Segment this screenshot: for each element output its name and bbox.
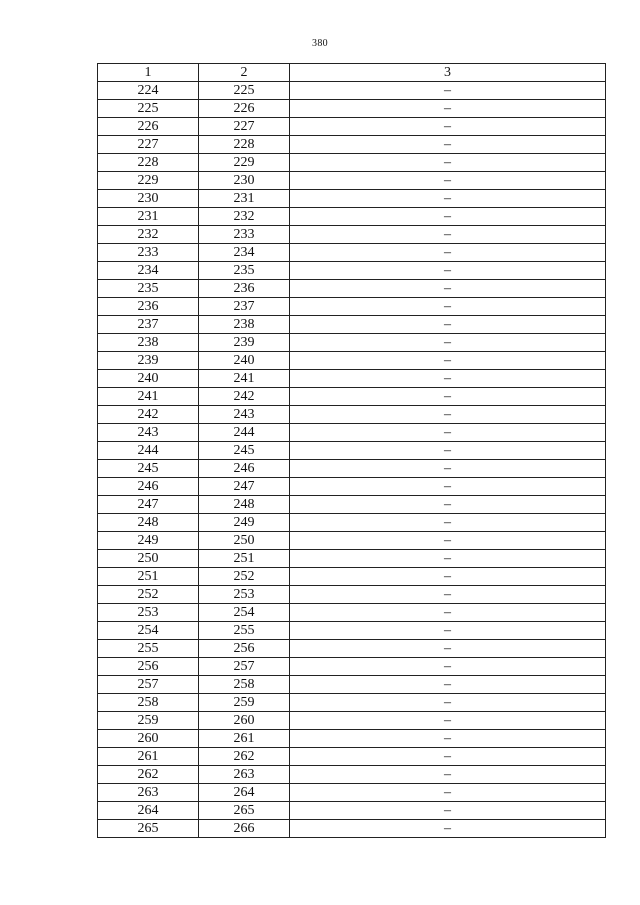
table-cell-col-1: 232 [98, 226, 199, 244]
table-cell-col-3: – [290, 334, 606, 352]
table-cell-col-1: 256 [98, 658, 199, 676]
table-cell-col-3: – [290, 424, 606, 442]
table-row [98, 820, 606, 838]
table-row [98, 640, 606, 658]
table-row [98, 208, 606, 226]
table-row [98, 334, 606, 352]
table-cell-col-3: – [290, 208, 606, 226]
table-row [98, 586, 606, 604]
table-cell-col-3: – [290, 262, 606, 280]
table-cell-col-2: 248 [199, 496, 290, 514]
table-row [98, 604, 606, 622]
table-cell-col-3: – [290, 460, 606, 478]
table-cell-col-1: 228 [98, 154, 199, 172]
table-row [98, 424, 606, 442]
table-cell-col-1: 233 [98, 244, 199, 262]
table-cell-col-3: – [290, 226, 606, 244]
table-row [98, 478, 606, 496]
table-cell-col-2: 239 [199, 334, 290, 352]
table-cell-col-1: 238 [98, 334, 199, 352]
table-cell-col-3: – [290, 442, 606, 460]
table-cell-col-2: 251 [199, 550, 290, 568]
table-cell-col-1: 261 [98, 748, 199, 766]
table-cell-col-2: 236 [199, 280, 290, 298]
table-row [98, 82, 606, 100]
table-cell-col-2: 264 [199, 784, 290, 802]
table-cell-col-3: – [290, 280, 606, 298]
table-cell-col-2: 237 [199, 298, 290, 316]
table-cell-col-2: 238 [199, 316, 290, 334]
table-cell-col-3: – [290, 604, 606, 622]
column-header-3: 3 [290, 64, 606, 82]
table-cell-col-1: 237 [98, 316, 199, 334]
table-cell-col-3: – [290, 586, 606, 604]
table-cell-col-2: 242 [199, 388, 290, 406]
table-row [98, 316, 606, 334]
table-cell-col-3: – [290, 766, 606, 784]
table-cell-col-2: 229 [199, 154, 290, 172]
table-header-row [98, 64, 606, 82]
table-cell-col-1: 224 [98, 82, 199, 100]
table-cell-col-2: 245 [199, 442, 290, 460]
table-cell-col-2: 262 [199, 748, 290, 766]
table-row [98, 244, 606, 262]
table-cell-col-2: 263 [199, 766, 290, 784]
table-cell-col-1: 236 [98, 298, 199, 316]
table-cell-col-1: 230 [98, 190, 199, 208]
table-cell-col-1: 243 [98, 424, 199, 442]
table-cell-col-3: – [290, 406, 606, 424]
table-row [98, 784, 606, 802]
table-cell-col-2: 259 [199, 694, 290, 712]
table-cell-col-2: 232 [199, 208, 290, 226]
table-cell-col-2: 228 [199, 136, 290, 154]
table-cell-col-2: 227 [199, 118, 290, 136]
table-cell-col-1: 247 [98, 496, 199, 514]
table-row [98, 352, 606, 370]
table-row [98, 136, 606, 154]
table-cell-col-3: – [290, 694, 606, 712]
table-cell-col-3: – [290, 730, 606, 748]
table-cell-col-2: 226 [199, 100, 290, 118]
table-cell-col-1: 255 [98, 640, 199, 658]
table-cell-col-1: 229 [98, 172, 199, 190]
table-cell-col-1: 263 [98, 784, 199, 802]
table-cell-col-2: 244 [199, 424, 290, 442]
table-cell-col-1: 245 [98, 460, 199, 478]
table-cell-col-3: – [290, 622, 606, 640]
table-cell-col-2: 241 [199, 370, 290, 388]
table-cell-col-3: – [290, 352, 606, 370]
table-row [98, 550, 606, 568]
table-cell-col-2: 255 [199, 622, 290, 640]
table-cell-col-1: 225 [98, 100, 199, 118]
table-cell-col-2: 266 [199, 820, 290, 838]
table-row [98, 568, 606, 586]
table-row [98, 676, 606, 694]
table-cell-col-3: – [290, 820, 606, 838]
table-cell-col-3: – [290, 784, 606, 802]
table-cell-col-3: – [290, 316, 606, 334]
table-row [98, 496, 606, 514]
table-cell-col-1: 244 [98, 442, 199, 460]
table-cell-col-3: – [290, 658, 606, 676]
table-cell-col-3: – [290, 82, 606, 100]
table-row [98, 190, 606, 208]
table-cell-col-1: 254 [98, 622, 199, 640]
table-cell-col-1: 242 [98, 406, 199, 424]
table-cell-col-1: 248 [98, 514, 199, 532]
table-cell-col-2: 249 [199, 514, 290, 532]
table-cell-col-2: 258 [199, 676, 290, 694]
table-cell-col-2: 230 [199, 172, 290, 190]
table-cell-col-3: – [290, 676, 606, 694]
table-row [98, 280, 606, 298]
table-cell-col-1: 260 [98, 730, 199, 748]
table-cell-col-1: 234 [98, 262, 199, 280]
table-row [98, 298, 606, 316]
table-cell-col-2: 247 [199, 478, 290, 496]
table-row [98, 172, 606, 190]
table-row [98, 730, 606, 748]
table-row [98, 460, 606, 478]
table-cell-col-1: 249 [98, 532, 199, 550]
table-row [98, 748, 606, 766]
table-row [98, 658, 606, 676]
table-cell-col-2: 250 [199, 532, 290, 550]
table-cell-col-1: 231 [98, 208, 199, 226]
table-row [98, 694, 606, 712]
table-row [98, 118, 606, 136]
table-cell-col-2: 265 [199, 802, 290, 820]
table-row [98, 802, 606, 820]
table-cell-col-1: 241 [98, 388, 199, 406]
table-cell-col-3: – [290, 550, 606, 568]
table-cell-col-1: 227 [98, 136, 199, 154]
table-row [98, 388, 606, 406]
table-cell-col-1: 239 [98, 352, 199, 370]
table-row [98, 154, 606, 172]
table-cell-col-3: – [290, 244, 606, 262]
table-cell-col-1: 252 [98, 586, 199, 604]
column-header-2: 2 [199, 64, 290, 82]
table-cell-col-1: 246 [98, 478, 199, 496]
table-cell-col-2: 243 [199, 406, 290, 424]
table-cell-col-2: 231 [199, 190, 290, 208]
table-cell-col-3: – [290, 388, 606, 406]
table-cell-col-2: 252 [199, 568, 290, 586]
table-cell-col-3: – [290, 370, 606, 388]
table-cell-col-1: 262 [98, 766, 199, 784]
table-cell-col-3: – [290, 496, 606, 514]
table-cell-col-1: 240 [98, 370, 199, 388]
table-row [98, 262, 606, 280]
table-row [98, 766, 606, 784]
table-cell-col-3: – [290, 118, 606, 136]
table-cell-col-3: – [290, 640, 606, 658]
table-cell-col-2: 257 [199, 658, 290, 676]
table-cell-col-1: 259 [98, 712, 199, 730]
table-row [98, 514, 606, 532]
table-cell-col-3: – [290, 478, 606, 496]
table-cell-col-1: 265 [98, 820, 199, 838]
table-cell-col-2: 225 [199, 82, 290, 100]
table-cell-col-2: 256 [199, 640, 290, 658]
table-cell-col-2: 234 [199, 244, 290, 262]
table-row [98, 226, 606, 244]
table-cell-col-1: 257 [98, 676, 199, 694]
table-row [98, 622, 606, 640]
table-cell-col-3: – [290, 712, 606, 730]
table-cell-col-3: – [290, 532, 606, 550]
table-cell-col-1: 250 [98, 550, 199, 568]
table-cell-col-2: 254 [199, 604, 290, 622]
table-row [98, 100, 606, 118]
table-cell-col-2: 235 [199, 262, 290, 280]
table-cell-col-3: – [290, 514, 606, 532]
table-cell-col-2: 260 [199, 712, 290, 730]
table-cell-col-2: 240 [199, 352, 290, 370]
table-cell-col-3: – [290, 748, 606, 766]
table-cell-col-1: 258 [98, 694, 199, 712]
table-cell-col-3: – [290, 154, 606, 172]
table-cell-col-1: 253 [98, 604, 199, 622]
table-row [98, 406, 606, 424]
table-body [98, 82, 606, 838]
page-number: 380 [312, 38, 328, 49]
table-cell-col-3: – [290, 568, 606, 586]
table-cell-col-2: 261 [199, 730, 290, 748]
table-row [98, 532, 606, 550]
column-header-1: 1 [98, 64, 199, 82]
table-cell-col-1: 264 [98, 802, 199, 820]
table-cell-col-3: – [290, 172, 606, 190]
table-header [98, 64, 606, 82]
table-cell-col-2: 253 [199, 586, 290, 604]
data-table [97, 63, 606, 838]
table-cell-col-1: 226 [98, 118, 199, 136]
table-row [98, 370, 606, 388]
table-cell-col-1: 251 [98, 568, 199, 586]
table-cell-col-3: – [290, 190, 606, 208]
table-cell-col-2: 233 [199, 226, 290, 244]
table-cell-col-2: 246 [199, 460, 290, 478]
table-cell-col-3: – [290, 100, 606, 118]
table-row [98, 712, 606, 730]
table-cell-col-3: – [290, 136, 606, 154]
table-cell-col-3: – [290, 802, 606, 820]
table-cell-col-1: 235 [98, 280, 199, 298]
table-row [98, 442, 606, 460]
table-cell-col-3: – [290, 298, 606, 316]
